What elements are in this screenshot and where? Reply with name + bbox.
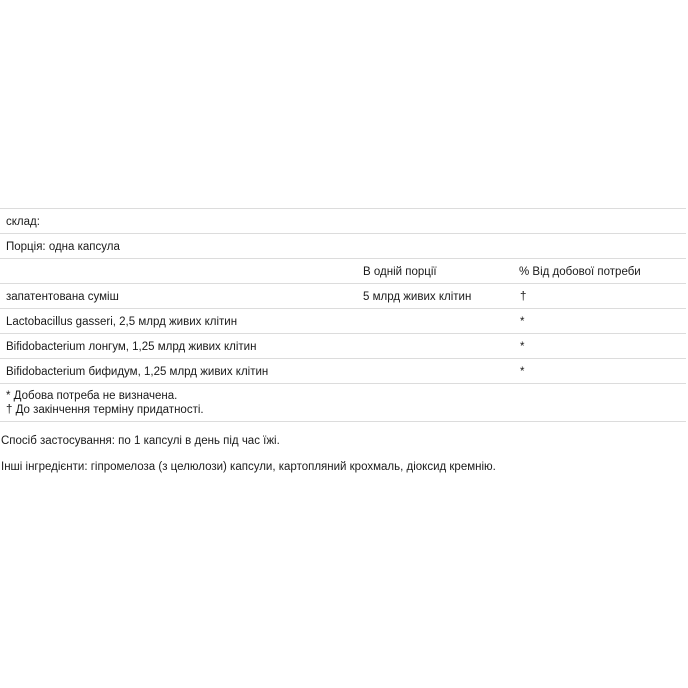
usage-instructions: Спосіб застосування: по 1 капсулі в день під час їжі. — [1, 435, 280, 447]
table-row — [0, 333, 686, 358]
ingredient-name: запатентована суміш — [6, 291, 119, 303]
per-serving-header: В одній порції — [363, 266, 437, 278]
ingredient-amount: 5 млрд живих клітин — [363, 291, 472, 303]
daily-value-header: % Від добової потреби — [519, 266, 641, 278]
table-row — [0, 308, 686, 333]
serving-row — [0, 233, 686, 258]
composition-row — [0, 208, 686, 233]
composition-label: склад: — [6, 216, 40, 228]
ingredient-daily-value: * — [520, 366, 525, 378]
column-header-row — [0, 258, 686, 283]
ingredient-name: Bifidobacterium бифидум, 1,25 млрд живих клітин — [6, 366, 269, 378]
footnote-expiry: † До закінчення терміну придатності. — [6, 404, 204, 416]
ingredient-daily-value: * — [520, 316, 525, 328]
serving-size: Порція: одна капсула — [6, 241, 120, 253]
ingredient-daily-value: † — [520, 291, 527, 303]
footnote-daily-value: * Добова потреба не визначена. — [6, 390, 178, 402]
supplement-facts-table — [0, 208, 686, 422]
table-row — [0, 358, 686, 383]
ingredient-daily-value: * — [520, 341, 525, 353]
footnotes — [6, 389, 204, 417]
footnotes-row — [0, 383, 686, 422]
ingredient-name: Lactobacillus gasseri, 2,5 млрд живих клітин — [6, 316, 238, 328]
ingredient-name: Bifidobacterium лонгум, 1,25 млрд живих клітин — [6, 341, 257, 353]
table-row — [0, 283, 686, 308]
other-ingredients: Інші інгредієнти: гіпромелоза (з целюлози) капсули, картопляний крохмаль, діоксид кремнію. — [1, 461, 496, 473]
